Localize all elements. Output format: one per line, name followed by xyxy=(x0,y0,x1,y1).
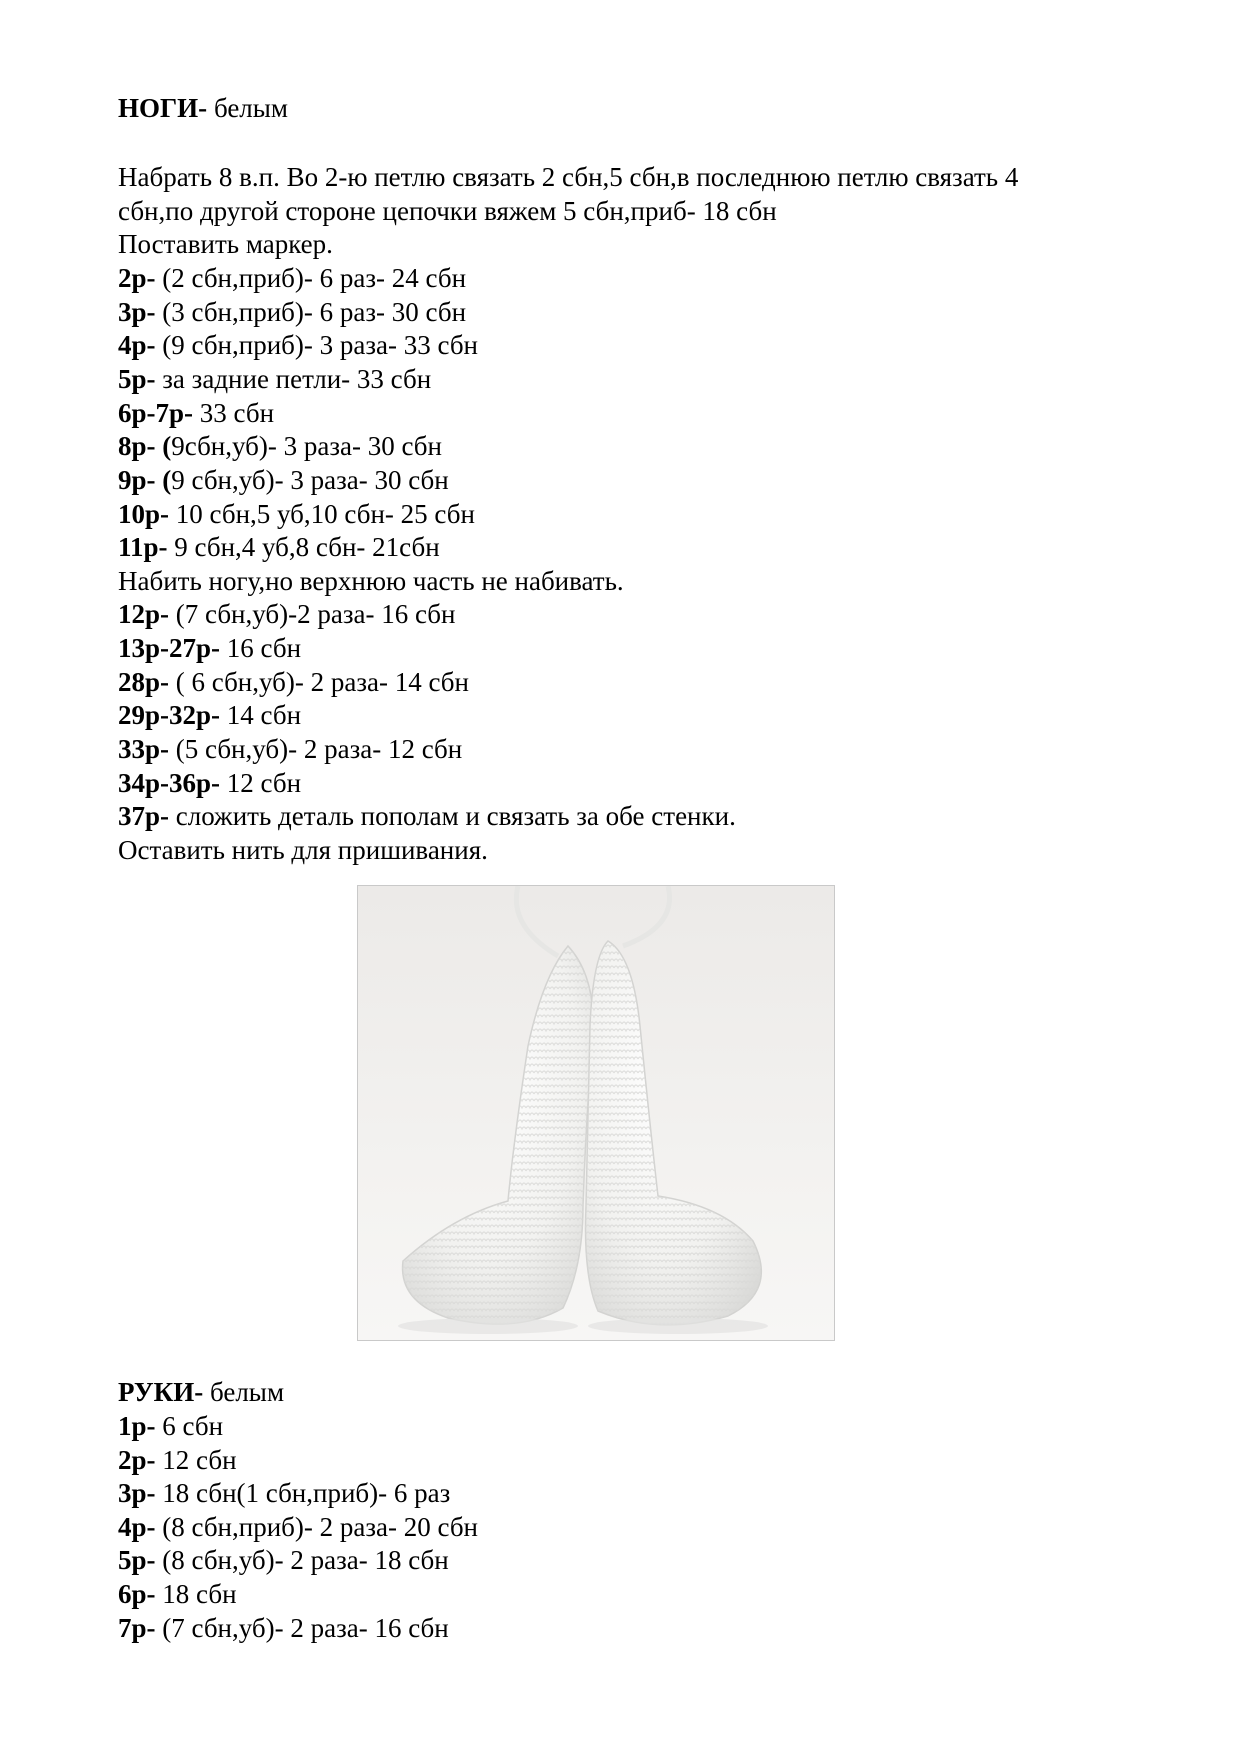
row-label: 2р- xyxy=(118,263,156,293)
row-text: 18 сбн xyxy=(155,1579,237,1609)
arms-row xyxy=(118,1409,223,1443)
row-label: 11р- xyxy=(118,532,168,562)
row-label: 8р- ( xyxy=(118,431,172,461)
row-text: 18 сбн(1 сбн,приб)- 6 раз xyxy=(155,1478,451,1508)
row-label: 6р-7р- xyxy=(118,398,194,428)
row-label: 33р- xyxy=(118,734,170,764)
legs-row xyxy=(118,698,301,732)
legs-row xyxy=(118,328,478,362)
legs-row xyxy=(118,261,466,295)
legs-row xyxy=(118,497,475,531)
arms-row xyxy=(118,1577,237,1611)
legs-row xyxy=(118,362,431,396)
row-text: ( 6 сбн,уб)- 2 раза- 14 сбн xyxy=(169,667,469,697)
row-label: 2р- xyxy=(118,1445,156,1475)
legs-heading-line xyxy=(118,91,288,125)
row-label: 37р- xyxy=(118,801,170,831)
legs-row xyxy=(118,732,462,766)
legs-row xyxy=(118,631,301,665)
legs-row xyxy=(118,597,456,631)
legs-heading: НОГИ- xyxy=(118,93,208,123)
arms-row xyxy=(118,1611,449,1645)
arms-heading: РУКИ- xyxy=(118,1377,204,1407)
legs-row xyxy=(118,429,442,463)
legs-row xyxy=(118,396,274,430)
arms-row xyxy=(118,1543,449,1577)
row-text: (8 сбн,приб)- 2 раза- 20 сбн xyxy=(155,1512,478,1542)
row-text: 10 сбн,5 уб,10 сбн- 25 сбн xyxy=(169,499,475,529)
row-label: 29р-32р- xyxy=(118,700,221,730)
row-label: 13р-27р- xyxy=(118,633,221,663)
arms-heading-note: белым xyxy=(209,1377,285,1407)
row-text: сложить деталь пополам и связать за обе стенки. xyxy=(169,801,736,831)
row-text: 12 сбн xyxy=(220,768,302,798)
row-text: 16 сбн xyxy=(220,633,302,663)
row-text: 12 сбн xyxy=(155,1445,237,1475)
row-text: 33 сбн xyxy=(193,398,275,428)
row-text: (5 сбн,уб)- 2 раза- 12 сбн xyxy=(169,734,463,764)
legs-stuff-note: Набить ногу,но верхнюю часть не набивать. xyxy=(118,566,624,596)
arms-row xyxy=(118,1476,450,1510)
legs-end-note: Оставить нить для пришивания. xyxy=(118,835,488,865)
row-label: 5р- xyxy=(118,364,156,394)
row-text: 6 сбн xyxy=(155,1411,224,1441)
row-text: (2 сбн,приб)- 6 раз- 24 сбн xyxy=(155,263,467,293)
legs-marker-note: Поставить маркер. xyxy=(118,229,333,259)
row-label: 7р- xyxy=(118,1613,156,1643)
row-text: 9 сбн,уб)- 3 раза- 30 сбн xyxy=(171,465,449,495)
arms-row xyxy=(118,1443,237,1477)
legs-intro-line-2: сбн,по другой стороне цепочки вяжем 5 сбн,приб- 18 сбн xyxy=(118,196,777,226)
row-text: 9 сбн,4 уб,8 сбн- 21сбн xyxy=(167,532,440,562)
row-text: 14 сбн xyxy=(220,700,302,730)
legs-row xyxy=(118,463,449,497)
row-label: 3р- xyxy=(118,1478,156,1508)
legs-row xyxy=(118,665,469,699)
arms-row xyxy=(118,1510,478,1544)
row-label: 3р- xyxy=(118,297,156,327)
row-label: 28р- xyxy=(118,667,170,697)
row-text: (7 сбн,уб)-2 раза- 16 сбн xyxy=(169,599,456,629)
crochet-legs-photo xyxy=(357,885,835,1341)
row-label: 1р- xyxy=(118,1411,156,1441)
row-label: 5р- xyxy=(118,1545,156,1575)
legs-heading-note: белым xyxy=(213,93,289,123)
arms-heading-line xyxy=(118,1375,284,1409)
row-label: 9р- ( xyxy=(118,465,172,495)
legs-row xyxy=(118,799,736,833)
row-text: (8 сбн,уб)- 2 раза- 18 сбн xyxy=(155,1545,449,1575)
row-text: (3 сбн,приб)- 6 раз- 30 сбн xyxy=(155,297,467,327)
row-text: 9сбн,уб)- 3 раза- 30 сбн xyxy=(171,431,442,461)
legs-intro-line-1: Набрать 8 в.п. Во 2-ю петлю связать 2 сбн,5 сбн,в последнюю петлю связать 4 xyxy=(118,162,1019,192)
row-text: (9 сбн,приб)- 3 раза- 33 сбн xyxy=(155,330,478,360)
legs-row xyxy=(118,530,440,564)
row-label: 10р- xyxy=(118,499,170,529)
row-text: (7 сбн,уб)- 2 раза- 16 сбн xyxy=(155,1613,449,1643)
legs-row xyxy=(118,295,466,329)
row-text: за задние петли- 33 сбн xyxy=(155,364,432,394)
row-label: 4р- xyxy=(118,330,156,360)
row-label: 34р-36р- xyxy=(118,768,221,798)
row-label: 12р- xyxy=(118,599,170,629)
row-label: 6р- xyxy=(118,1579,156,1609)
legs-row xyxy=(118,766,301,800)
row-label: 4р- xyxy=(118,1512,156,1542)
